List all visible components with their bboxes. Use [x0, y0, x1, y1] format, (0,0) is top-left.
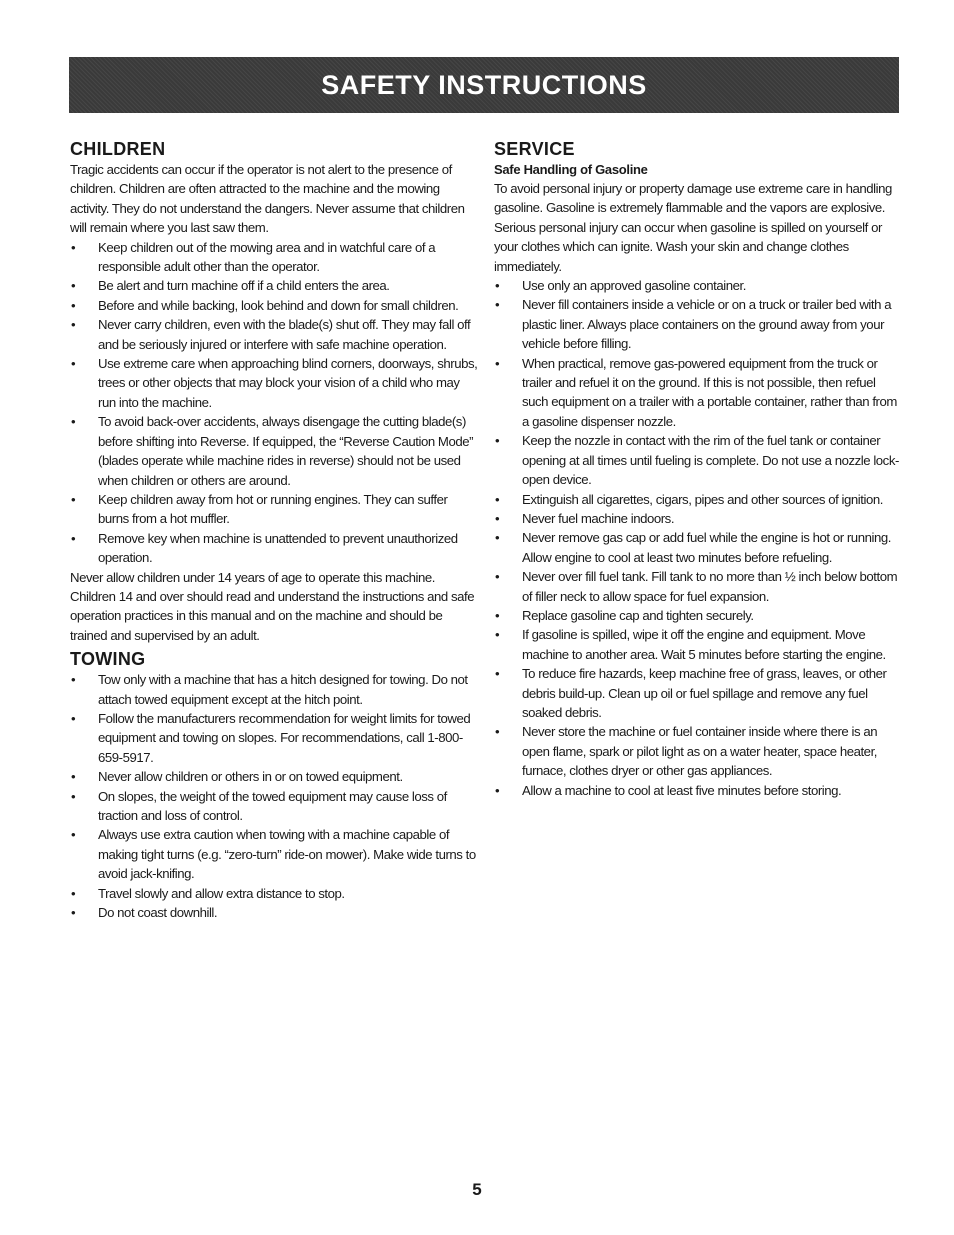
- list-item: • Follow the manufacturers recommendation for weight limits for towed equipment and towing on slopes. For recommendations, call 1-800-659-5917.: [71, 710, 471, 765]
- bullet-icon: •: [71, 672, 76, 688]
- list-item: • Travel slowly and allow extra distance to stop.: [70, 884, 478, 903]
- bullet-icon: •: [495, 433, 500, 449]
- header-banner: [69, 57, 899, 113]
- bullet-icon: •: [495, 297, 500, 313]
- list-item: • Always use extra caution when towing with a machine capable of making tight turns (e.g. “zero-turn” ride-on mower). Make wide turns to avoid jack-knifing.: [71, 827, 476, 882]
- list-item: • On slopes, the weight of the towed equipment may cause loss of traction and loss of control.: [71, 788, 447, 823]
- towing-bullet-list: [70, 670, 478, 922]
- bullet-icon: •: [71, 297, 76, 313]
- bullet-icon: •: [71, 530, 76, 546]
- bullet-icon: •: [71, 710, 76, 726]
- list-item: • Keep the nozzle in contact with the rim of the fuel tank or container opening at all times until fueling is complete. Do not use a nozzle lock-open device.: [495, 433, 899, 488]
- list-item: • If gasoline is spilled, wipe it off the engine and equipment. Move machine to another area. Wait 5 minutes before starting the engine.: [495, 627, 886, 662]
- list-item: • Never over fill fuel tank. Fill tank to no more than ½ inch below bottom of filler neck to allow space for fuel expansion.: [495, 569, 898, 604]
- children-closing: Never allow children under 14 years of age to operate this machine. Children 14 and over should read and understand the instructions and safe operation practices in this manual and on the machine and should be trained and supervised by an adult.: [70, 569, 475, 643]
- list-item: • Never allow children or others in or on towed equipment.: [70, 767, 478, 786]
- bullet-icon: •: [71, 788, 76, 804]
- bullet-icon: •: [71, 769, 76, 785]
- service-intro: To avoid personal injury or property damage use extreme care in handling gasoline. Gasoline is extremely flammable and the vapors are explosive. Serious personal injury can occur when gasoline is spilled on yourself or your clothes which can ignite. Wash your skin and change clothes immediately.: [494, 181, 892, 274]
- list-item: • Never fill containers inside a vehicle or on a truck or trailer bed with a plastic liner. Always place containers on the ground away from your vehicle before filling.: [495, 297, 892, 352]
- list-item: • Allow a machine to cool at least five minutes before storing.: [494, 781, 904, 800]
- bullet-icon: •: [495, 782, 500, 798]
- bullet-icon: •: [71, 239, 76, 255]
- children-bullet-list: [70, 238, 478, 568]
- list-item: • Use only an approved gasoline container.: [494, 276, 904, 295]
- service-heading: SERVICE: [494, 139, 575, 159]
- bullet-icon: •: [71, 827, 76, 843]
- bullet-icon: •: [495, 355, 500, 371]
- list-item: • Keep children away from hot or running engines. They can suffer burns from a hot muffler.: [71, 491, 448, 527]
- bullet-icon: •: [495, 569, 500, 585]
- page-title: SAFETY INSTRUCTIONS: [321, 69, 647, 100]
- bullet-icon: •: [71, 278, 76, 294]
- service-subheading: Safe Handling of Gasoline: [494, 162, 648, 177]
- list-item: • Be alert and turn machine off if a child enters the area.: [70, 276, 478, 295]
- bullet-icon: •: [71, 414, 76, 430]
- right-column: [494, 138, 904, 800]
- list-item: • Tow only with a machine that has a hitch designed for towing. Do not attach towed equipment except at the hitch point.: [71, 672, 468, 707]
- list-item: • Use extreme care when approaching blind corners, doorways, shrubs, trees or other objects that may block your vision of a child who may run into the machine.: [71, 356, 478, 410]
- children-heading: CHILDREN: [70, 139, 166, 159]
- list-item: • Before and while backing, look behind and down for small children.: [70, 296, 478, 315]
- bullet-icon: •: [495, 627, 500, 643]
- list-item: • Do not coast downhill.: [70, 903, 478, 922]
- bullet-icon: •: [495, 278, 500, 294]
- bullet-icon: •: [495, 510, 500, 526]
- list-item: • Never remove gas cap or add fuel while the engine is hot or running. Allow engine to cool at least two minutes before refueling.: [495, 530, 891, 565]
- list-item: • When practical, remove gas-powered equipment from the truck or trailer and refuel it on the ground. If this is not possible, then refuel such equipment on a trailer with a portable container, rather than from a gasoline dispenser nozzle.: [495, 355, 897, 429]
- bullet-icon: •: [495, 491, 500, 507]
- list-item: • Never store the machine or fuel container inside where there is an open flame, spark or pilot light as on a water heater, space heater, furnace, clothes dryer or other gas appliances.: [495, 724, 878, 779]
- bullet-icon: •: [71, 885, 76, 901]
- children-intro: Tragic accidents can occur if the operator is not alert to the presence of children. Children are often attracted to the machine and the mowing activity. They do not understand the dangers. Never assume that children will remain where you last saw them.: [70, 162, 465, 236]
- list-item: • Remove key when machine is unattended to prevent unauthorized operation.: [71, 530, 458, 566]
- list-item: • Replace gasoline cap and tighten securely.: [494, 606, 904, 625]
- left-column: [70, 138, 478, 922]
- bullet-icon: •: [495, 724, 500, 740]
- list-item: • To avoid back-over accidents, always disengage the cutting blade(s) before shifting into Reverse. If equipped, the “Reverse Caution Mode” (blades operate while machine rides in reverse) should not be used when children or others are around.: [71, 414, 474, 488]
- bullet-icon: •: [495, 666, 500, 682]
- bullet-icon: •: [71, 905, 76, 921]
- list-item: • Never carry children, even with the blade(s) shut off. They may fall off and be seriously injured or interfere with safe machine operation.: [71, 317, 471, 352]
- list-item: • To reduce fire hazards, keep machine free of grass, leaves, or other debris build-up. Clean up oil or fuel spillage and remove any fuel soaked debris.: [495, 666, 887, 720]
- list-item: • Extinguish all cigarettes, cigars, pipes and other sources of ignition.: [494, 490, 904, 509]
- list-item: • Keep children out of the mowing area and in watchful care of a responsible adult other than the operator.: [71, 239, 436, 275]
- bullet-icon: •: [71, 491, 76, 507]
- bullet-icon: •: [71, 317, 76, 333]
- page-number: 5: [472, 1180, 482, 1199]
- bullet-icon: •: [495, 607, 500, 623]
- list-item: • Never fuel machine indoors.: [494, 509, 904, 528]
- bullet-icon: •: [71, 356, 76, 372]
- towing-heading: TOWING: [70, 649, 146, 670]
- service-bullet-list: [494, 276, 904, 800]
- bullet-icon: •: [495, 530, 500, 546]
